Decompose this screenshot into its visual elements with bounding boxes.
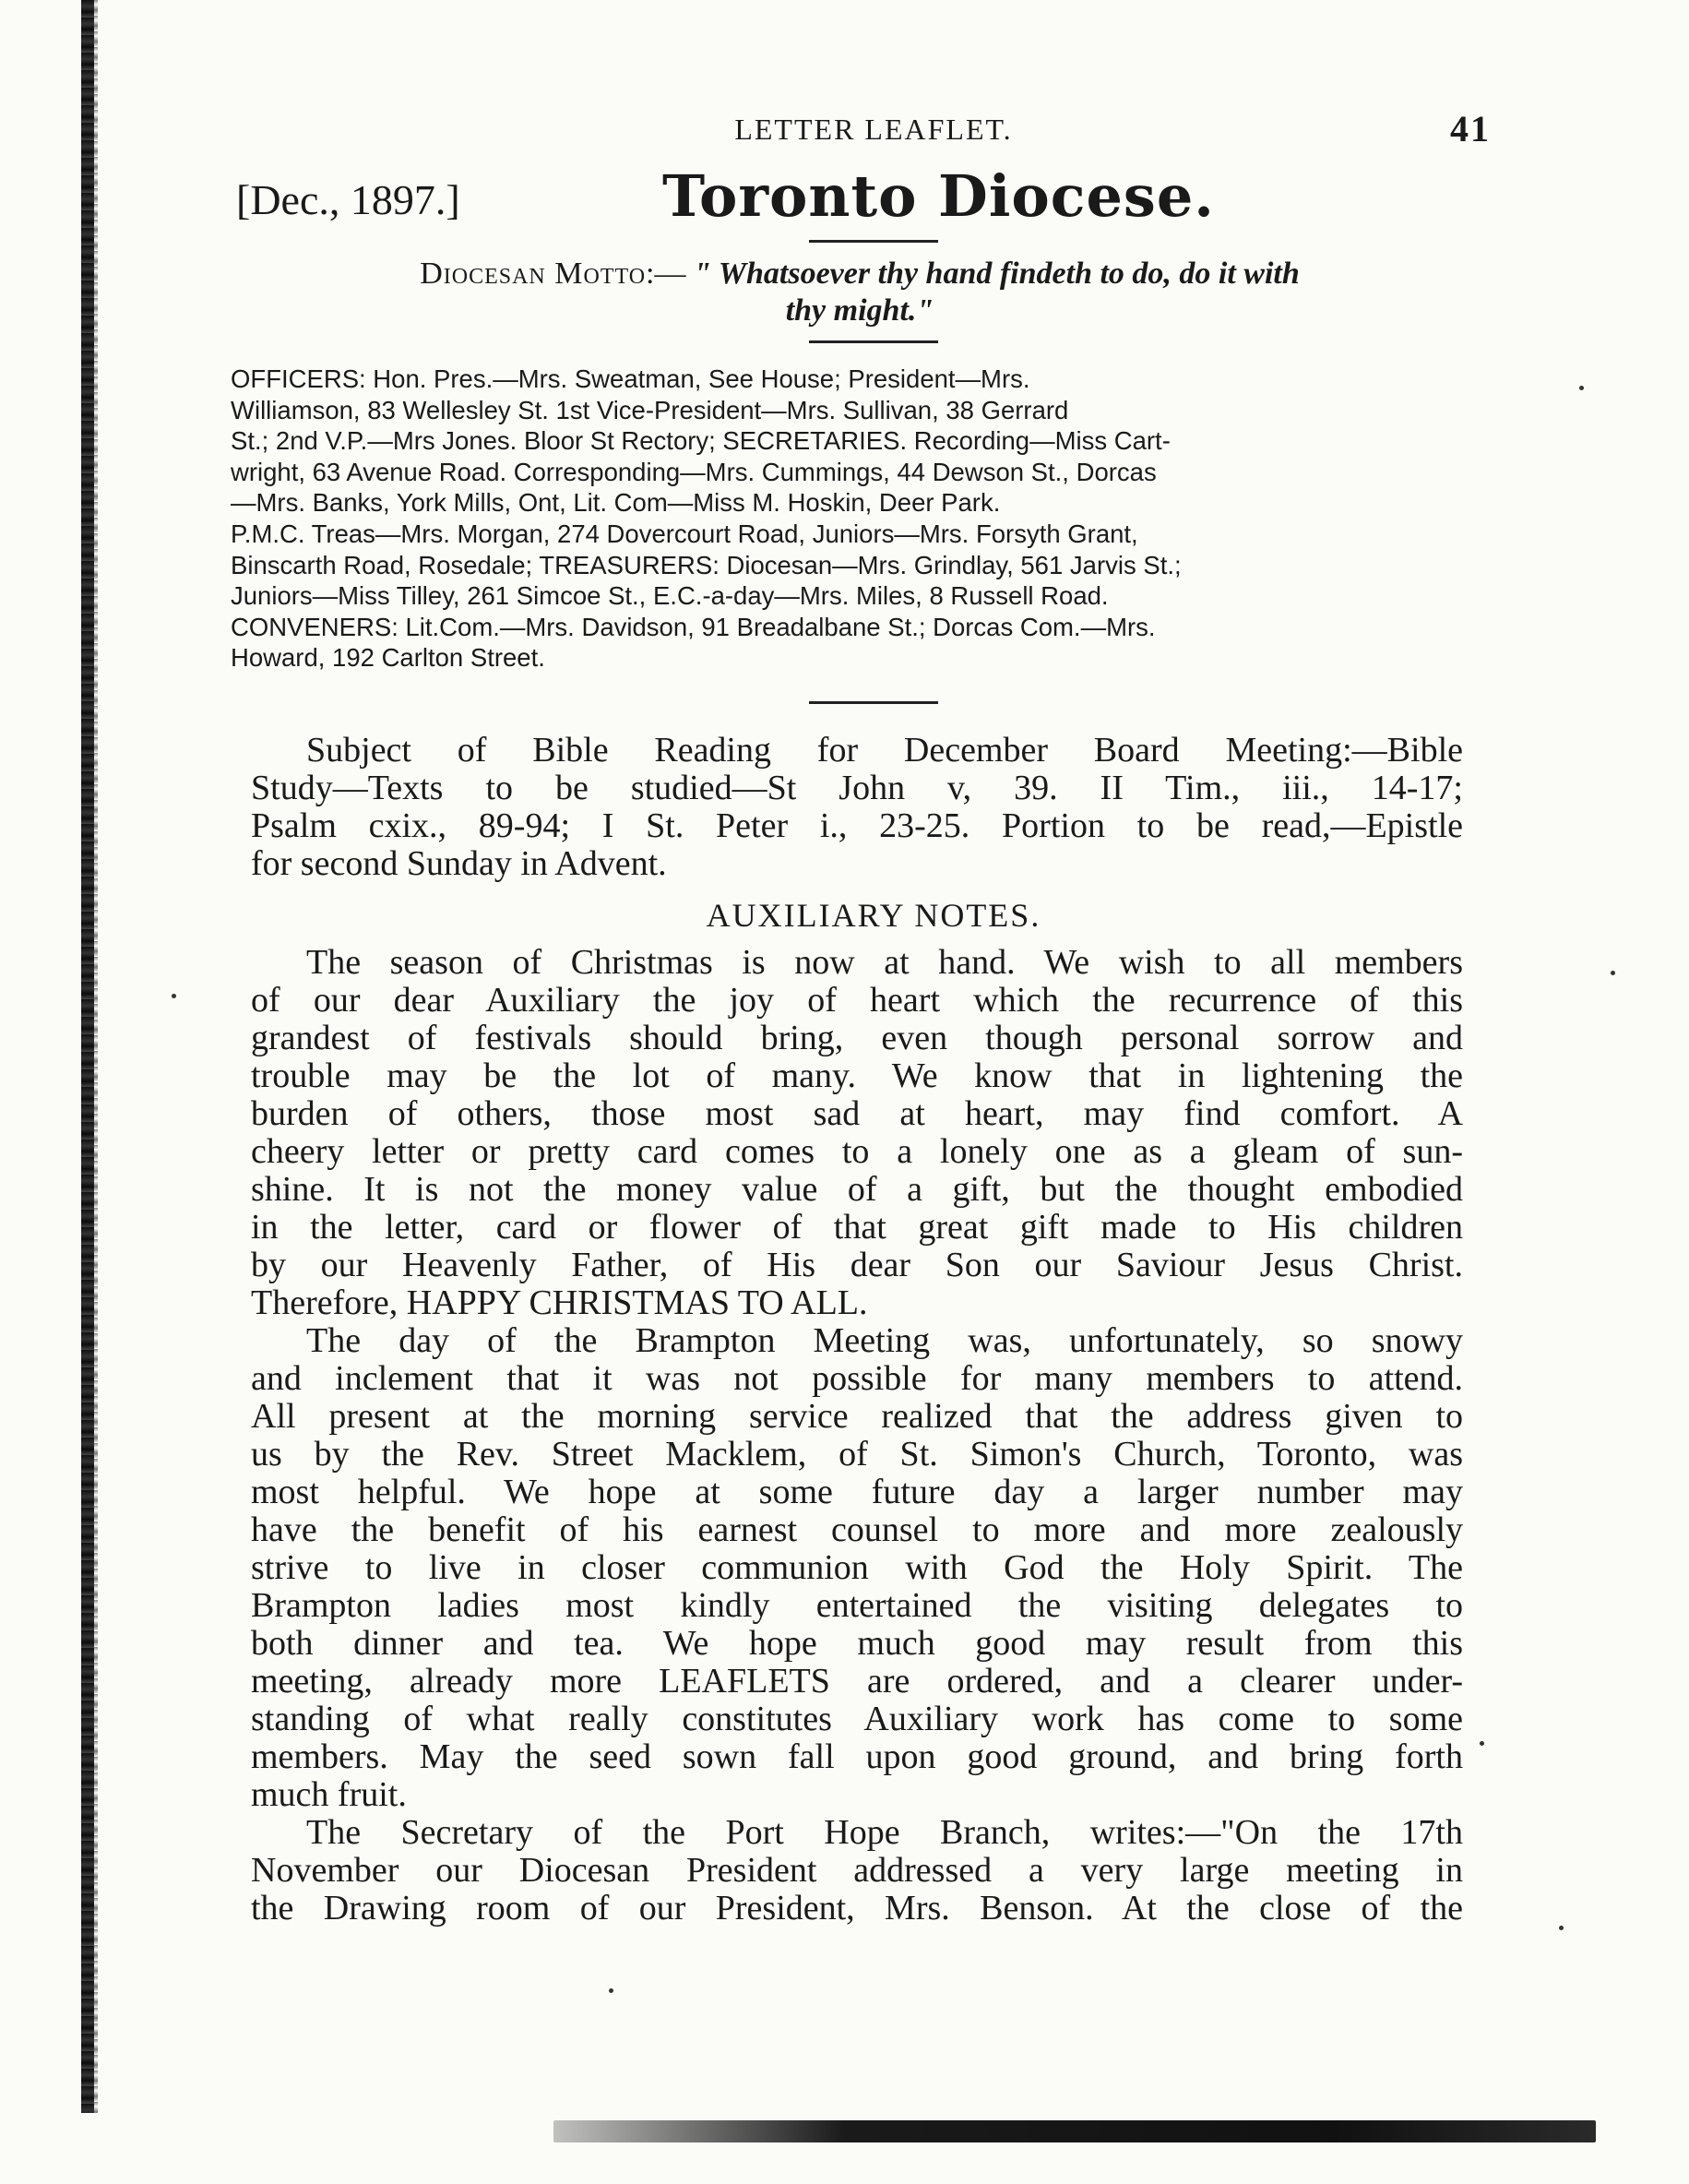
motto-separator: :— — [646, 257, 686, 291]
scan-speck — [1559, 1926, 1564, 1930]
text-line: and inclement that it was not possible for many members to attend. — [251, 1358, 1463, 1398]
text-line: have the benefit of his earnest counsel to more and more zealously — [251, 1510, 1463, 1549]
christmas-paragraph — [251, 944, 1463, 1322]
diocesan-motto — [229, 256, 1491, 329]
scan-bottom-shadow — [553, 2120, 1596, 2142]
binding-shadow — [81, 0, 94, 2113]
motto-text-line2: thy might." — [785, 293, 934, 328]
text-line: The day of the Brampton Meeting was, unfortunately, so snowy — [306, 1320, 1463, 1360]
text-line: much fruit. — [251, 1774, 407, 1814]
text-line: Therefore, HAPPY CHRISTMAS TO ALL. — [251, 1283, 868, 1322]
text-line: by our Heavenly Father, of His dear Son our Saviour Jesus Christ. — [251, 1245, 1463, 1284]
brampton-paragraph — [251, 1322, 1463, 1814]
text-line: Study—Texts to be studied—St John v, 39. II Tim., iii., 14-17; — [251, 768, 1463, 807]
text-line: burden of others, those most sad at heart, may find comfort. A — [251, 1093, 1463, 1133]
text-line: of our dear Auxiliary the joy of heart which the recurrence of this — [251, 980, 1463, 1020]
scan-speck — [609, 1988, 613, 1993]
officers-line: Williamson, 83 Wellesley St. 1st Vice-President—Mrs. Sullivan, 38 Gerrard — [231, 395, 1069, 424]
divider-rule — [809, 701, 938, 704]
text-line: members. May the seed sown fall upon good ground, and bring forth — [251, 1736, 1463, 1776]
officers-line: St.; 2nd V.P.—Mrs Jones. Bloor St Rectory; SECRETARIES. Recording—Miss Cart- — [231, 426, 1171, 456]
running-head — [256, 103, 1491, 159]
page-number: 41 — [1450, 108, 1491, 149]
text-line: us by the Rev. Street Macklem, of St. Simon's Church, Toronto, was — [251, 1434, 1463, 1474]
motto-label: Diocesan Motto — [420, 257, 647, 291]
text-line: The season of Christmas is now at hand. We wish to all members — [306, 942, 1463, 982]
bible-reading-paragraph — [251, 732, 1463, 883]
auxiliary-notes-heading: AUXILIARY NOTES. — [706, 896, 1041, 934]
text-line: Brampton ladies most kindly entertained the visiting delegates to — [251, 1585, 1463, 1625]
scan-speck — [1611, 971, 1615, 975]
officers-line: —Mrs. Banks, York Mills, Ont, Lit. Com—Miss M. Hoskin, Deer Park. — [231, 488, 1001, 518]
text-line: grandest of festivals should bring, even though personal sorrow and — [251, 1018, 1463, 1057]
officers-line: CONVENERS: Lit.Com.—Mrs. Davidson, 91 Breadalbane St.; Dorcas Com.—Mrs. — [231, 612, 1156, 641]
binding-edge — [94, 0, 98, 2113]
text-line: November our Diocesan President addressed a very large meeting in — [251, 1850, 1463, 1890]
text-line: Psalm cxix., 89-94; I St. Peter i., 23-25. Portion to be read,—Epistle — [251, 806, 1463, 845]
section-header — [236, 159, 1491, 240]
officers-line: OFFICERS: Hon. Pres.—Mrs. Sweatman, See House; President—Mrs. — [231, 364, 1030, 393]
text-line: both dinner and tea. We hope much good may result from this — [251, 1623, 1463, 1663]
text-line: for second Sunday in Advent. — [251, 843, 667, 883]
officers-line: Juniors—Miss Tilley, 261 Simcoe St., E.C.-a-day—Mrs. Miles, 8 Russell Road. — [231, 581, 1109, 611]
text-line: shine. It is not the money value of a gift, but the thought embodied — [251, 1169, 1463, 1209]
text-line: standing of what really constitutes Auxiliary work has come to some — [251, 1699, 1463, 1738]
text-line: Subject of Bible Reading for December Board Meeting:—Bible — [306, 730, 1463, 770]
officers-list — [231, 364, 1485, 674]
running-head-title: LETTER LEAFLET. — [734, 113, 1013, 146]
officers-line: P.M.C. Treas—Mrs. Morgan, 274 Dovercourt Road, Juniors—Mrs. Forsyth Grant, — [231, 519, 1138, 548]
text-line: strive to live in closer communion with God the Holy Spirit. The — [251, 1547, 1463, 1587]
scan-speck — [172, 994, 176, 998]
text-line: cheery letter or pretty card comes to a lonely one as a gleam of sun- — [251, 1131, 1463, 1171]
officers-line: wright, 63 Avenue Road. Corresponding—Mrs. Cummings, 44 Dewson St., Dorcas — [231, 457, 1157, 486]
issue-date: [Dec., 1897.] — [236, 176, 460, 223]
diocese-title: Toronto Diocese. — [662, 162, 1215, 230]
motto-text-line1: " Whatsoever thy hand findeth to do, do it with — [694, 257, 1300, 291]
text-line: meeting, already more LEAFLETS are ordered, and a clearer under- — [251, 1661, 1463, 1701]
divider-rule — [809, 240, 938, 243]
text-line: All present at the morning service realized that the address given to — [251, 1396, 1463, 1436]
text-line: trouble may be the lot of many. We know that in lightening the — [251, 1056, 1463, 1095]
text-line: The Secretary of the Port Hope Branch, writes:—"On the 17th — [306, 1812, 1463, 1852]
text-line: in the letter, card or flower of that great gift made to His children — [251, 1207, 1463, 1247]
officers-line: Binscarth Road, Rosedale; TREASURERS: Diocesan—Mrs. Grindlay, 561 Jarvis St.; — [231, 550, 1182, 579]
port-hope-paragraph — [251, 1814, 1463, 1927]
text-line: most helpful. We hope at some future day a larger number may — [251, 1472, 1463, 1511]
document-page — [231, 103, 1491, 1927]
divider-rule — [809, 340, 938, 343]
text-line: the Drawing room of our President, Mrs. Benson. At the close of the — [251, 1888, 1463, 1927]
scan-speck — [1579, 386, 1584, 390]
officers-line: Howard, 192 Carlton Street. — [231, 643, 545, 673]
